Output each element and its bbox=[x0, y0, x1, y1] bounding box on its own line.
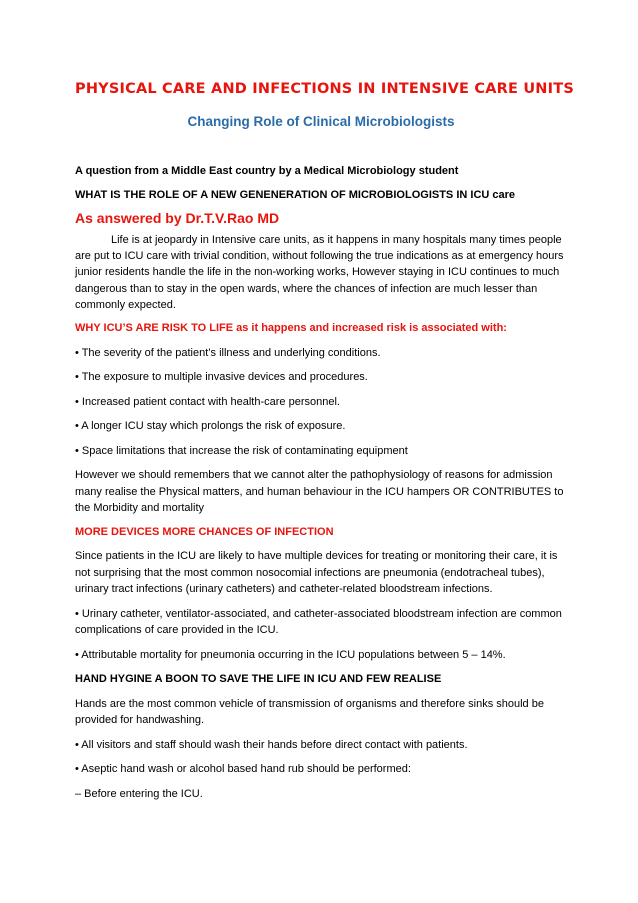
document-page bbox=[75, 78, 574, 802]
risk-item: • The exposure to multiple invasive devices and procedures. bbox=[75, 371, 368, 384]
risk-item: • Space limitations that increase the risk of contaminating equipment bbox=[75, 444, 408, 457]
hygiene-bullet: • All visitors and staff should wash their hands before direct contact with patients. bbox=[75, 738, 468, 751]
answered-by-heading: As answered by Dr.T.V.Rao MD bbox=[75, 210, 280, 226]
devices-bullet: • Attributable mortality for pneumonia occurring in the ICU populations between 5 – 14%. bbox=[75, 648, 506, 661]
question-title: WHAT IS THE ROLE OF A NEW GENENERATION OF MICROBIOLOGISTS IN ICU care bbox=[75, 188, 516, 201]
document-title: PHYSICAL CARE AND INFECTIONS IN INTENSIVE CARE UNITS bbox=[75, 81, 574, 97]
hygiene-heading: HAND HYGINE A BOON TO SAVE THE LIFE IN ICU AND FEW REALISE bbox=[75, 673, 442, 686]
risk-heading: WHY ICU’S ARE RISK TO LIFE as it happens and increased risk is associated with: bbox=[75, 322, 507, 335]
pathophysiology-paragraph: However we should remembers that we cannot alter the pathophysiology of reasons for admission many realise the Physical matters, and human behaviour in the ICU hampers OR CONTRIBUTES to the Morbidity and mortality bbox=[75, 469, 564, 515]
intro-paragraph: Life is at jeopardy in Intensive care units, as it happens in many hospitals many times people are put to ICU care with trivial condition, without following the true indications as at emergency hours junior residents handle the life in the non-working works, However staying in ICU continues to much dangerous than to stay in the open wards, where the chances of infection are much lesser than commonly expected. bbox=[75, 234, 564, 311]
devices-bullet: • Urinary catheter, ventilator-associated, and catheter-associated bloodstream infection are common complications of care provided in the ICU. bbox=[75, 607, 562, 637]
devices-paragraph: Since patients in the ICU are likely to have multiple devices for treating or monitoring their care, it is not surprising that the most common nosocomial infections are pneumonia (endotracheal tubes), urinary tract infections (urinary catheters) and catheter-related bloodstream infections. bbox=[75, 550, 558, 596]
devices-heading: MORE DEVICES MORE CHANCES OF INFECTION bbox=[75, 525, 334, 538]
hygiene-paragraph: Hands are the most common vehicle of transmission of organisms and therefore sinks should be provided for handwashing. bbox=[75, 697, 544, 727]
hygiene-bullet: • Aseptic hand wash or alcohol based hand rub should be performed: bbox=[75, 763, 411, 776]
risk-item: • The severity of the patient’s illness and underlying conditions. bbox=[75, 346, 381, 359]
risk-item: • A longer ICU stay which prolongs the risk of exposure. bbox=[75, 420, 346, 433]
hygiene-dash-item: – Before entering the ICU. bbox=[75, 787, 203, 800]
risk-item: • Increased patient contact with health-care personnel. bbox=[75, 395, 340, 408]
question-line: A question from a Middle East country by a Medical Microbiology student bbox=[75, 165, 459, 177]
document-subtitle: Changing Role of Clinical Microbiologists bbox=[187, 114, 455, 129]
